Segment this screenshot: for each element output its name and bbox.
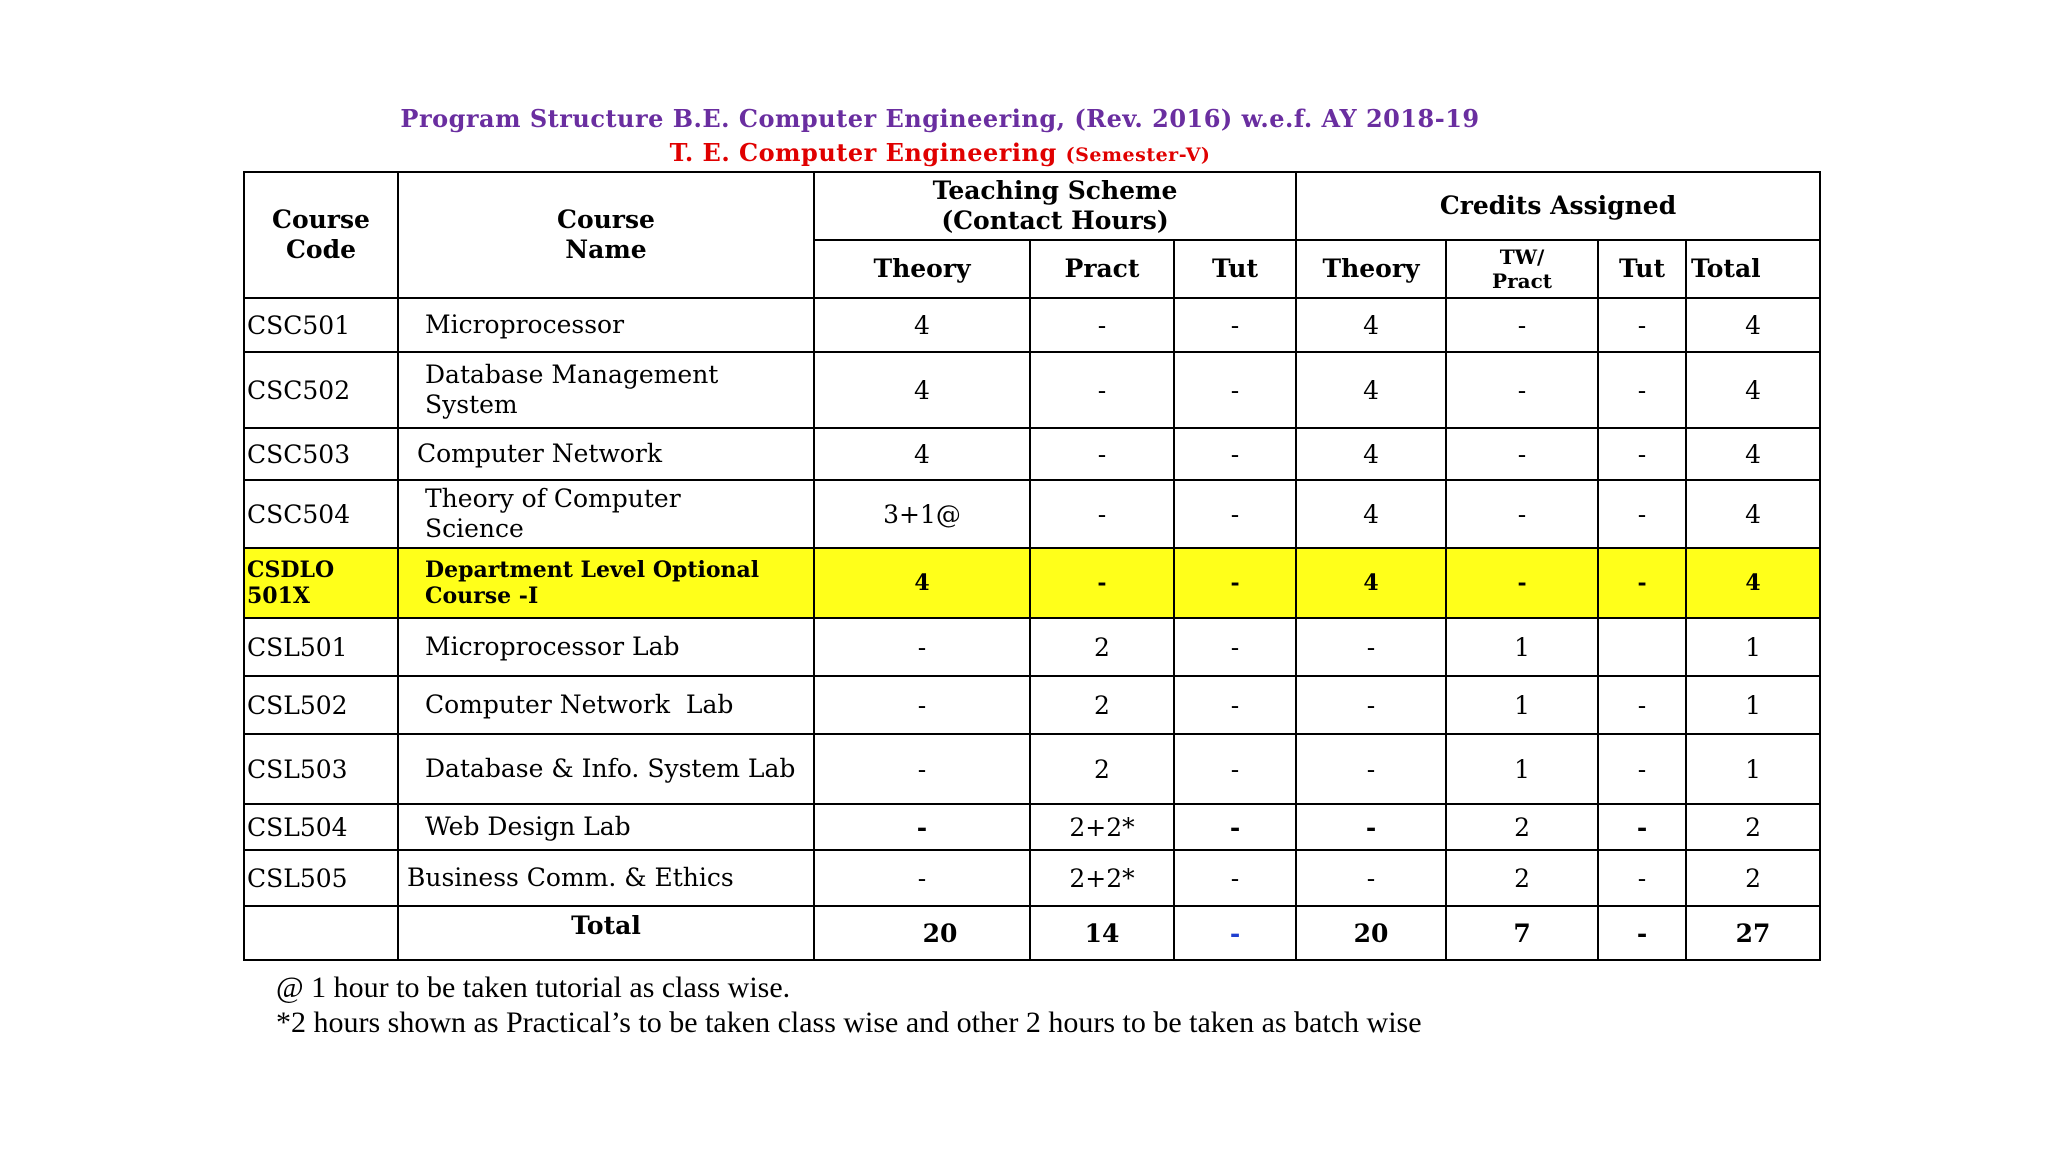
ts-pract: 2 xyxy=(1030,618,1174,676)
cr-total: 4 xyxy=(1686,480,1820,548)
header-course-name: Course Name xyxy=(398,172,814,298)
course-name: Computer Network Lab xyxy=(398,676,814,734)
ts-theory: 3+1@ xyxy=(814,480,1030,548)
header-course-code: Course Code xyxy=(244,172,398,298)
ts-theory: - xyxy=(814,734,1030,804)
ts-theory: - xyxy=(814,850,1030,906)
ts-tut: - xyxy=(1174,850,1296,906)
course-code: CSL502 xyxy=(244,676,398,734)
cr-twpract: - xyxy=(1446,480,1598,548)
cr-tut: - xyxy=(1598,480,1686,548)
cr-total: 4 xyxy=(1686,298,1820,352)
cr-theory: 4 xyxy=(1296,548,1446,618)
ts-tut: - xyxy=(1174,352,1296,428)
course-code: CSC503 xyxy=(244,428,398,480)
ts-theory: 4 xyxy=(814,352,1030,428)
table-row-highlighted xyxy=(244,548,1820,618)
course-name: Computer Network xyxy=(398,428,814,480)
cr-twpract: 1 xyxy=(1446,734,1598,804)
total-ts-tut: - xyxy=(1174,906,1296,960)
ts-theory: - xyxy=(814,676,1030,734)
ts-pract: 2 xyxy=(1030,734,1174,804)
cr-theory: 4 xyxy=(1296,352,1446,428)
cr-total: 1 xyxy=(1686,676,1820,734)
table-row xyxy=(244,618,1820,676)
cr-twpract: 1 xyxy=(1446,676,1598,734)
ts-theory: - xyxy=(814,618,1030,676)
ts-tut: - xyxy=(1174,676,1296,734)
cr-theory: - xyxy=(1296,676,1446,734)
ts-theory: 4 xyxy=(814,548,1030,618)
cr-theory: - xyxy=(1296,804,1446,850)
cr-tut: - xyxy=(1598,676,1686,734)
cr-total: 2 xyxy=(1686,850,1820,906)
footnotes xyxy=(276,970,1422,1040)
course-code: CSL503 xyxy=(244,734,398,804)
ts-pract: - xyxy=(1030,480,1174,548)
table-row xyxy=(244,734,1820,804)
course-code: CSL505 xyxy=(244,850,398,906)
table-row xyxy=(244,804,1820,850)
course-code: CSC501 xyxy=(244,298,398,352)
ts-tut: - xyxy=(1174,734,1296,804)
footnote-practical: *2 hours shown as Practical’s to be taken class wise and other 2 hours to be taken as batch wise xyxy=(276,1006,1422,1039)
cr-twpract: - xyxy=(1446,428,1598,480)
course-code: CSL504 xyxy=(244,804,398,850)
cr-theory: 4 xyxy=(1296,428,1446,480)
header-credits-assigned: Credits Assigned xyxy=(1296,172,1820,240)
header-cr-total: Total xyxy=(1686,240,1820,298)
course-name: Database Management System xyxy=(398,352,814,428)
total-cr-twpract: 7 xyxy=(1446,906,1598,960)
course-name: Business Comm. & Ethics xyxy=(398,850,814,906)
semester-title xyxy=(0,138,1880,167)
cr-tut: - xyxy=(1598,804,1686,850)
header-ts-tut: Tut xyxy=(1174,240,1296,298)
course-name: Theory of Computer Science xyxy=(398,480,814,548)
ts-pract: - xyxy=(1030,548,1174,618)
header-ts-theory: Theory xyxy=(814,240,1030,298)
ts-tut: - xyxy=(1174,480,1296,548)
cr-tut: - xyxy=(1598,298,1686,352)
cr-theory: - xyxy=(1296,850,1446,906)
header-ts-pract: Pract xyxy=(1030,240,1174,298)
cr-twpract: 1 xyxy=(1446,618,1598,676)
semester-title-main: T. E. Computer Engineering xyxy=(669,138,1057,167)
ts-theory: - xyxy=(814,804,1030,850)
cr-total: 2 xyxy=(1686,804,1820,850)
ts-pract: 2+2* xyxy=(1030,850,1174,906)
ts-pract: 2 xyxy=(1030,676,1174,734)
cr-total: 4 xyxy=(1686,428,1820,480)
cr-tut: - xyxy=(1598,734,1686,804)
table-row xyxy=(244,428,1820,480)
header-cr-theory: Theory xyxy=(1296,240,1446,298)
header-row-top xyxy=(244,172,1820,240)
footnote-tutorial: @ 1 hour to be taken tutorial as class wise. xyxy=(276,971,791,1004)
course-code: CSDLO 501X xyxy=(244,548,398,618)
cr-tut: - xyxy=(1598,548,1686,618)
cr-twpract: - xyxy=(1446,548,1598,618)
ts-pract: - xyxy=(1030,428,1174,480)
semester-label: (Semester-V) xyxy=(1065,144,1211,166)
cr-tut: - xyxy=(1598,352,1686,428)
cr-total: 4 xyxy=(1686,352,1820,428)
ts-tut: - xyxy=(1174,548,1296,618)
cr-theory: 4 xyxy=(1296,298,1446,352)
total-cr-tut: - xyxy=(1598,906,1686,960)
ts-tut: - xyxy=(1174,428,1296,480)
course-code: CSC502 xyxy=(244,352,398,428)
program-structure-table xyxy=(243,171,1821,961)
total-row xyxy=(244,906,1820,960)
cr-twpract: 2 xyxy=(1446,850,1598,906)
total-cr-theory: 20 xyxy=(1296,906,1446,960)
cr-twpract: - xyxy=(1446,298,1598,352)
total-ts-theory: 20 xyxy=(814,906,1030,960)
table-row xyxy=(244,850,1820,906)
header-cr-twpract: TW/ Pract xyxy=(1446,240,1598,298)
ts-tut: - xyxy=(1174,298,1296,352)
header-cr-tut: Tut xyxy=(1598,240,1686,298)
table-row xyxy=(244,298,1820,352)
ts-pract: - xyxy=(1030,352,1174,428)
ts-pract: - xyxy=(1030,298,1174,352)
header-teaching-scheme: Teaching Scheme (Contact Hours) xyxy=(814,172,1296,240)
ts-theory: 4 xyxy=(814,428,1030,480)
cr-tut: - xyxy=(1598,428,1686,480)
cr-theory: - xyxy=(1296,734,1446,804)
ts-theory: 4 xyxy=(814,298,1030,352)
cr-tut: - xyxy=(1598,850,1686,906)
table-row xyxy=(244,480,1820,548)
table-row xyxy=(244,676,1820,734)
ts-pract: 2+2* xyxy=(1030,804,1174,850)
course-name: Database & Info. System Lab xyxy=(398,734,814,804)
cr-theory: 4 xyxy=(1296,480,1446,548)
cr-total: 4 xyxy=(1686,548,1820,618)
table-row xyxy=(244,352,1820,428)
total-label: Total xyxy=(398,906,814,960)
cr-total: 1 xyxy=(1686,618,1820,676)
total-code-empty xyxy=(244,906,398,960)
cr-tut xyxy=(1598,618,1686,676)
ts-tut: - xyxy=(1174,618,1296,676)
program-structure-title: Program Structure B.E. Computer Engineering, (Rev. 2016) w.e.f. AY 2018-19 xyxy=(400,104,1480,133)
course-name: Microprocessor Lab xyxy=(398,618,814,676)
cr-total: 1 xyxy=(1686,734,1820,804)
cr-theory: - xyxy=(1296,618,1446,676)
total-ts-pract: 14 xyxy=(1030,906,1174,960)
cr-twpract: - xyxy=(1446,352,1598,428)
course-name: Microprocessor xyxy=(398,298,814,352)
ts-tut: - xyxy=(1174,804,1296,850)
course-name: Department Level Optional Course -I xyxy=(398,548,814,618)
course-name: Web Design Lab xyxy=(398,804,814,850)
cr-twpract: 2 xyxy=(1446,804,1598,850)
course-code: CSL501 xyxy=(244,618,398,676)
course-code: CSC504 xyxy=(244,480,398,548)
total-cr-total: 27 xyxy=(1686,906,1820,960)
